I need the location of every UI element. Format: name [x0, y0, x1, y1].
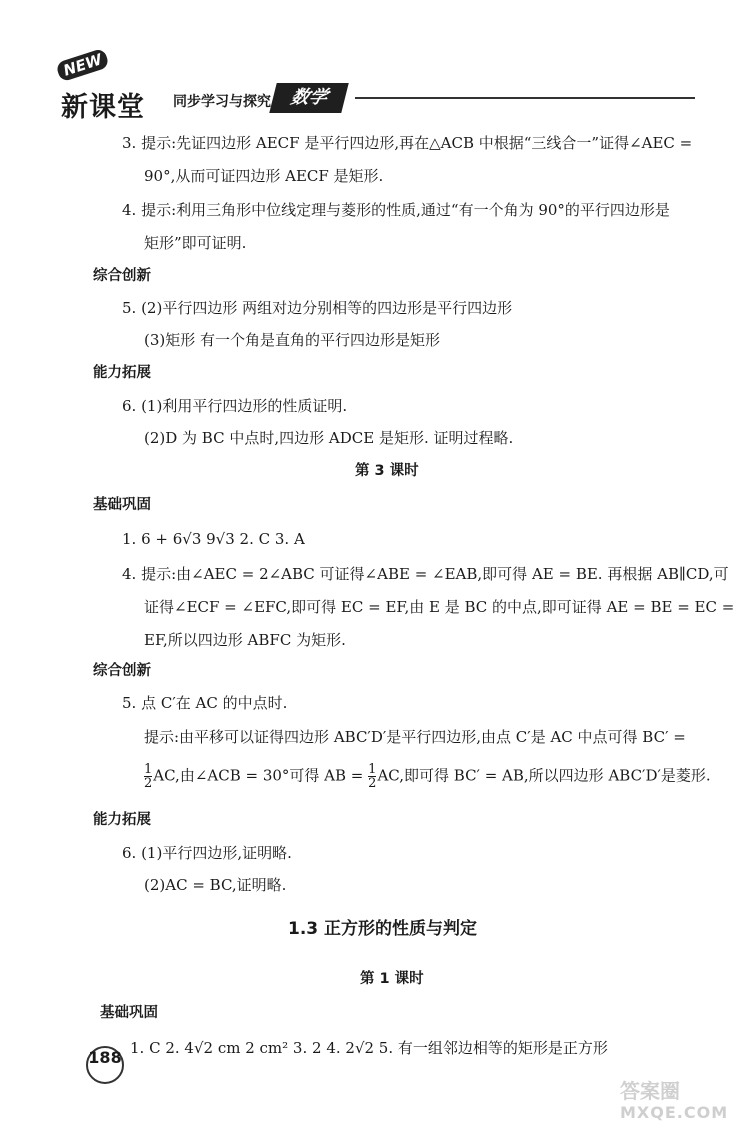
section-heading: 能力拓展: [93, 365, 151, 381]
answer-line: 3. 提示:先证四边形 AECF 是平行四边形,再在△ACB 中根据“三线合一”证得∠AEC =: [122, 134, 693, 152]
section-heading: 综合创新: [93, 268, 151, 284]
answer-line: 5. 点 C′在 AC 的中点时.: [122, 694, 288, 712]
answer-line: (2)AC = BC,证明略.: [144, 876, 287, 894]
answer-line: 6. (1)利用平行四边形的性质证明.: [122, 397, 348, 415]
header-rule: [355, 97, 695, 99]
answer-line: EF,所以四边形 ABFC 为矩形.: [144, 631, 346, 649]
answer-line: 5. (2)平行四边形 两组对边分别相等的四边形是平行四边形: [122, 299, 513, 317]
answer-line: 1. 6 + 6√3 9√3 2. C 3. A: [122, 530, 305, 548]
lesson-title: 第 1 课时: [360, 971, 424, 987]
answer-line: 4. 提示:利用三角形中位线定理与菱形的性质,通过“有一个角为 90°的平行四边形是: [122, 201, 670, 219]
answer-line: 矩形”即可证明.: [144, 234, 247, 252]
answer-line-with-fractions: $\frac{1}{2}$ AC,由∠ACB = 30°可得 AB = $\frac{1}{2}$ AC,即可得 BC′ = AB,所以四边形 ABC′D′是菱形.: [144, 762, 711, 791]
answer-line: (2)D 为 BC 中点时,四边形 ADCE 是矩形. 证明过程略.: [144, 429, 514, 447]
answer-line: 证得∠ECF = ∠EFC,即可得 EC = EF,由 E 是 BC 的中点,即可证得 AE = BE = EC =: [144, 598, 735, 616]
section-heading: 基础巩固: [100, 1005, 158, 1021]
fraction: $\frac{1}{2}$: [144, 762, 153, 791]
page-header: [55, 50, 705, 125]
fraction: $\frac{1}{2}$: [368, 762, 377, 791]
page-number: 188: [86, 1046, 124, 1084]
answer-line: 4. 提示:由∠AEC = 2∠ABC 可证得∠ABE = ∠EAB,即可得 AE = BE. 再根据 AB∥CD,可: [122, 565, 729, 583]
answer-line: 90°,从而可证四边形 AECF 是矩形.: [144, 167, 384, 185]
answer-line: 6. (1)平行四边形,证明略.: [122, 844, 292, 862]
section-heading: 能力拓展: [93, 812, 151, 828]
subject-tag: 数学: [269, 83, 348, 113]
answer-line: 提示:由平移可以证得四边形 ABC′D′是平行四边形,由点 C′是 AC 中点可得 BC′ =: [144, 728, 686, 746]
new-badge: NEW: [55, 48, 110, 83]
section-heading: 综合创新: [93, 663, 151, 679]
section-title: 1.3 正方形的性质与判定: [288, 919, 478, 939]
section-heading: 基础巩固: [93, 497, 151, 513]
brand-title: 新课堂: [61, 92, 145, 123]
lesson-title: 第 3 课时: [355, 463, 419, 479]
answer-line: (3)矩形 有一个角是直角的平行四边形是矩形: [144, 331, 441, 349]
series-title: 同步学习与探究: [173, 94, 271, 110]
watermark: 答案圈 MXQE.COM: [620, 1079, 729, 1122]
answer-line: 1. C 2. 4√2 cm 2 cm² 3. 2 4. 2√2 5. 有一组邻边相等的矩形是正方形: [130, 1039, 608, 1057]
